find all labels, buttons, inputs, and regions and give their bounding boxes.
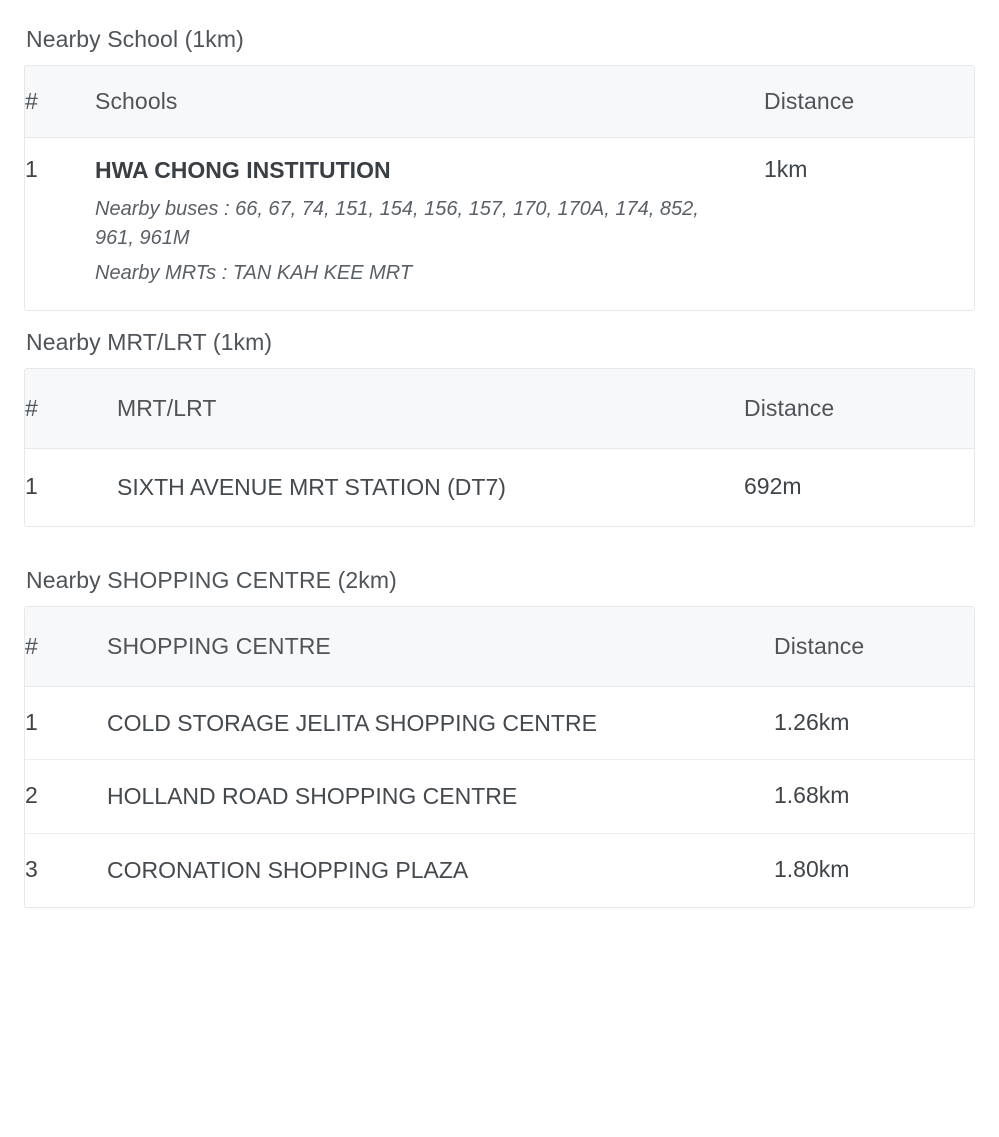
row-index: 1 xyxy=(25,156,38,182)
row-index: 3 xyxy=(25,856,38,882)
school-cell xyxy=(95,138,764,310)
column-header-schools: Schools xyxy=(95,66,764,138)
shopping-table-body xyxy=(25,686,974,907)
schools-table-body xyxy=(25,138,974,310)
column-header-distance: Distance xyxy=(744,369,974,449)
column-header-distance: Distance xyxy=(774,607,974,687)
table-row xyxy=(25,448,974,525)
centre-label: COLD STORAGE JELITA SHOPPING CENTRE xyxy=(107,709,597,736)
table-row xyxy=(25,760,974,834)
section-title-shopping: Nearby SHOPPING CENTRE (2km) xyxy=(26,566,397,593)
shopping-centre-name xyxy=(95,760,774,834)
schools-table xyxy=(25,66,974,310)
column-header-index: # xyxy=(25,369,95,449)
distance-value: 1.80km xyxy=(774,856,850,882)
shopping-centre-name xyxy=(95,834,774,907)
section-spacer xyxy=(24,527,975,541)
table-row xyxy=(25,834,974,907)
mrt-table-header xyxy=(25,369,974,449)
shopping-table-header xyxy=(25,607,974,687)
section-title-schools: Nearby School (1km) xyxy=(26,26,244,52)
station-label: SIXTH AVENUE MRT STATION (DT7) xyxy=(117,473,506,500)
shopping-distance xyxy=(774,760,974,834)
distance-value: 692m xyxy=(744,472,802,499)
distance-value: 1.26km xyxy=(774,708,850,735)
centre-label: CORONATION SHOPPING PLAZA xyxy=(107,857,469,883)
shopping-centre-name xyxy=(95,686,774,760)
mrt-table xyxy=(25,369,974,526)
nearby-buses-text: Nearby buses : 66, 67, 74, 151, 154, 156, 157, 170, 170A, 174, 852, 961, 961M xyxy=(95,197,699,249)
table-row xyxy=(25,138,974,310)
table-header-row xyxy=(25,369,974,449)
mrt-station-name xyxy=(95,448,744,525)
shopping-distance xyxy=(774,834,974,907)
row-index: 1 xyxy=(25,686,95,760)
school-name: HWA CHONG INSTITUTION xyxy=(95,157,391,183)
mrt-table-body xyxy=(25,448,974,525)
centre-label: HOLLAND ROAD SHOPPING CENTRE xyxy=(107,783,518,810)
column-header-shopping-centre: SHOPPING CENTRE xyxy=(95,607,774,687)
column-header-distance: Distance xyxy=(764,66,974,138)
schools-table-card xyxy=(24,65,975,311)
column-header-index: # xyxy=(25,66,95,138)
row-index: 2 xyxy=(25,760,95,834)
column-header-index: # xyxy=(25,607,95,687)
shopping-table xyxy=(25,607,974,907)
table-header-row xyxy=(25,607,974,687)
school-distance xyxy=(764,138,974,310)
table-header-row xyxy=(25,66,974,138)
table-row xyxy=(25,686,974,760)
mrt-table-card xyxy=(24,368,975,527)
shopping-distance xyxy=(774,686,974,760)
row-index: 1 xyxy=(25,472,38,499)
distance-value: 1.68km xyxy=(774,782,850,809)
mrt-distance xyxy=(744,448,974,525)
nearby-mrts-text: Nearby MRTs : TAN KAH KEE MRT xyxy=(95,261,413,284)
distance-value: 1km xyxy=(764,156,808,182)
column-header-mrt: MRT/LRT xyxy=(95,369,744,449)
schools-table-header xyxy=(25,66,974,138)
section-title-mrt: Nearby MRT/LRT (1km) xyxy=(26,328,273,355)
shopping-table-card xyxy=(24,606,975,908)
